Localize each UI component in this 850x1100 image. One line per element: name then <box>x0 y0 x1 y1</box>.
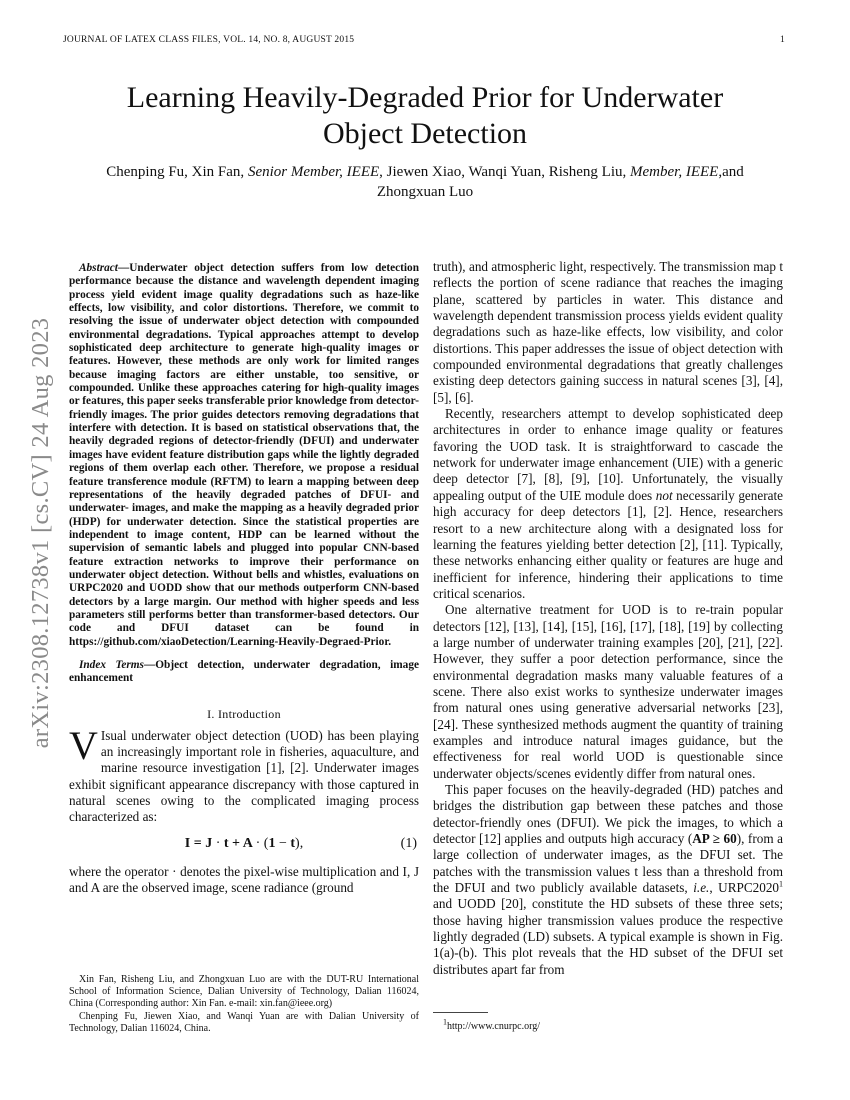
paper-title <box>63 80 787 152</box>
author-role-2: Member, IEEE <box>630 164 719 180</box>
authors-part-3: ,and <box>718 164 744 180</box>
equation-1 <box>69 836 419 858</box>
right-paragraph-4 <box>433 782 783 978</box>
authors-part-1: Chenping Fu, Xin Fan, <box>106 164 248 180</box>
section-heading-introduction: I. Introduction <box>207 706 281 721</box>
p2-emphasis: not <box>655 487 673 503</box>
footnote-rule <box>433 1012 488 1013</box>
right-paragraph-3: One alternative treatment for UOD is to re-train popular detectors [12], [13], [14], [15], [16], [17], [18], [19] by collecting a large number of underwater training examples [20], [21], [22]. However, they suffer a poor detection performance, since the environmental degradation masks many valuable features of a scene. There also exist works to synthesize underwater images from natural ones using generative adversarial networks [23], [24]. These synthesized methods augment the quantity of training examples and introduce natural images guidance, but the effectiveness for real world UOD is questionable since underwater objects/scenes evidently differ from natural ones. <box>433 602 783 781</box>
journal-name: JOURNAL OF LATEX CLASS FILES, VOL. 14, NO. 8, AUGUST 2015 <box>63 35 355 45</box>
running-header <box>63 35 785 49</box>
intro-text-1: Isual underwater object detection (UOD) has been playing an increasingly important role in fisheries, aquaculture, and marine resource investigation [1], [2]. Underwater images exhibit significant appearance discrepancy with those captured in natural scenes owing to the complicated imaging process characterized as: <box>69 727 419 825</box>
footnote-affiliation-1: Xin Fan, Risheng Liu, and Zhongxuan Luo are with the DUT-RU International School of Information Science, Dalian University of Technology, Dalian 116024, China (Corresponding author: Xin Fan. e-mail: xin.fan@ieee.org) <box>69 974 419 1010</box>
intro-paragraph-1 <box>69 722 419 826</box>
footnote-url <box>433 1017 783 1033</box>
abstract <box>69 262 419 649</box>
right-paragraph-1: truth), and atmospheric light, respectively. The transmission map t reflects the portion of scene radiance that reaches the imaging plane, scattered by particles in water. This distance and wavelength dependent transmission process yields evident quality degradations such as haze-like effects, low visibility, and color distortions. This paper addresses the issue of object detection with compounded environmental degradations that greatly challenges existing deep detectors gaining success in natural scenes [3], [4], [5], [6]. <box>433 259 783 405</box>
index-terms-text: —Object detection, underwater degradation, image enhancement <box>69 658 419 685</box>
intro-paragraph-2: where the operator · denotes the pixel-wise multiplication and I, J and A are the observed image, scene radiance (ground <box>69 863 419 896</box>
p4-text-b: ), from a large collection of underwater images, as the DFUI set. The patches with the transmission values t less than a threshold from the DFUI and two publicly available datasets, <box>433 831 783 896</box>
equation-number: (1) <box>400 835 417 851</box>
p4-text-d: and UODD [20], constitute the HD subsets of these three sets; those having higher transmission values produce the respective lightly degraded (LD) subsets. A typical example is shown in Fig. 1(a)-(b). This plot reveals that the HD subset of the DFUI set distributes apart far from <box>433 896 783 977</box>
footnote-url-text[interactable]: http://www.cnurpc.org/ <box>447 1021 541 1032</box>
left-column <box>69 262 419 896</box>
footnote-ref-1: 1 <box>779 879 784 889</box>
p4-ie: i.e. <box>693 880 710 896</box>
right-column <box>433 259 783 978</box>
page-number: 1 <box>780 35 785 45</box>
affiliation-footnote <box>69 974 419 1035</box>
arxiv-stamp <box>18 288 63 778</box>
author-role-1: Senior Member, IEEE <box>247 164 380 180</box>
abstract-label: Abstract <box>79 262 118 274</box>
index-terms-label: Index Terms <box>79 658 144 671</box>
arxiv-identifier: arXiv:2308.12738v1 [cs.CV] 24 Aug 2023 <box>26 317 54 749</box>
authors-last: Zhongxuan Luo <box>376 184 474 200</box>
equation-body: I = J · t + A · (1 − t), <box>184 835 304 851</box>
p2-text-a: Recently, researchers attempt to develop sophisticated deep architectures in order to enhance image quality or features favoring the UOD task. It is straightforward to cascade the network for underwater image enhancement (UIE) with a generic deep detector [7], [8], [9], [10]. Unfortunately, the visually appealing output of the UIE module does <box>433 406 783 503</box>
p4-ap-math: AP ≥ 60 <box>692 831 737 847</box>
p4-text-c: , URPC2020 <box>709 880 780 896</box>
right-paragraph-2 <box>433 406 783 602</box>
url-footnote <box>433 1012 783 1033</box>
title-line-2: Object Detection <box>322 117 528 150</box>
drop-cap: V <box>69 722 98 768</box>
p4-text-a: This paper focuses on the heavily-degraded (HD) patches and bridges the distribution gap between these patches and those detector-friendly ones (DFUI). We pick the images, to which a detector [12] applies and outputs high accuracy ( <box>433 782 783 847</box>
p2-text-b: necessarily generate high accuracy for deep detectors [1], [2]. Hence, researchers resort to a new architecture along with a designated loss for learning the features yielding better detection [2], [11]. Typically, these networks enhancing either quality or features are huge and inefficient for inference, hindering their applications to time critical scenarios. <box>433 487 783 601</box>
authors-part-2: , Jiewen Xiao, Wanqi Yuan, Risheng Liu, <box>379 164 630 180</box>
footnote-affiliation-2: Chenping Fu, Jiewen Xiao, and Wanqi Yuan are with Dalian University of Technology, Dalian 116024, China. <box>69 1010 419 1034</box>
abstract-text: —Underwater object detection suffers from low detection performance because the distance and wavelength dependent imaging process yield evident image quality degradations such as haze-like effects, low visibility, and color distortions. Therefore, we commit to resolving the issue of underwater object detection with compounded environmental degradations. Typical approaches attempt to develop sophisticated deep architecture to generate high-quality images or features. However, these methods are only work for limited ranges because imaging factors are either unstable, too sensitive, or compounded. Unlike these approaches catering for high-quality images or features, this paper seeks transferable prior knowledge from detector-friendly images. The prior guides detectors removing degradations that interfere with detection. It is based on statistical observations that, the heavily degraded regions of detector-friendly (DFUI) and underwater images have evident feature distribution gaps while the lightly degraded regions of them overlap each other. Therefore, we propose a residual feature transference module (RFTM) to learn a mapping between deep representations of the heavily degraded patches of DFUI- and underwater- images, and make the mapping as a heavily degraded prior (HDP) for underwater detection. Since the statistical properties are independent to image content, HDP can be learned without the supervision of semantic labels and plugged into popular CNN-based feature extraction networks to improve their performance on underwater object detection. Without bells and whistles, evaluations on URPC2020 and UODD show that our methods outperform CNN-based detectors by a large margin. Our method with higher speeds and less parameters still performs better than transformer-based detectors. Our code and DFUI dataset can be found in https://github.com/xiaoDetection/Learning-Heavily-Degraed-Prior. <box>69 262 419 648</box>
index-terms <box>69 659 419 686</box>
footnote-mark: 1 <box>443 1017 447 1027</box>
title-line-1: Learning Heavily-Degraded Prior for Underwater <box>126 81 724 114</box>
author-list <box>63 162 787 202</box>
